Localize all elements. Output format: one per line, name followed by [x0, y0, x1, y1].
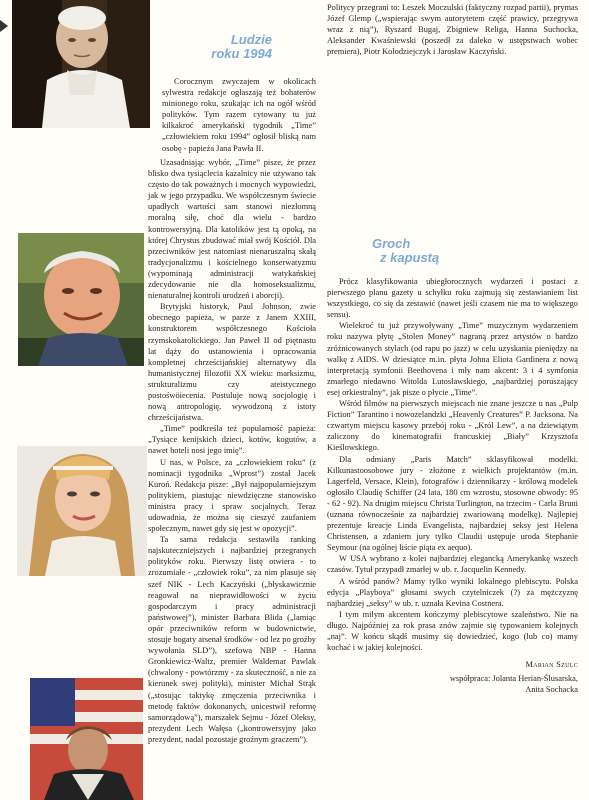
paragraph: W USA wybrano z kolei najbardziej elegancką Amerykankę wszech czasów. Tytuł przypadł zmarłej w ub. r. Jacquelin Kennedy. [327, 554, 578, 575]
paragraph: Wielekroć tu już przywoływany „Time” muzycznym wydarzeniem roku nazywa płytę „Stolen Money” nagraną przez artystów o bardzo zróżnicowanych stylach (od rapu po jazz) w celu uzyskania pieniędzy na walkę z AIDS. W dziesiątce m.in. płyta Johna Eliota Gardinera z nową interpretacją symfonii Beethovena i mły nam akcent: 3 i 4 symfonia zmarłego niedawno Witolda Lutosławskiego, „najbardziej poruszający esej orkiestralny”, jak pisze o płycie „Time”. [327, 321, 578, 397]
article-column-left [148, 157, 316, 745]
section-title-groch-z-kapusta [372, 237, 442, 265]
paragraph: Corocznym zwyczajem w okolicach sylwestra redakcje ogłaszają też bohaterów minionego roku, szukając ich na ogół wśród polityków. Tym razem cytowany tu już kilkakroć amerykański tygodnik „Time” „człowiekiem roku 1994” ogłosił bliską nam osobę - papieża Jana Pawła II. [162, 77, 316, 153]
article-column-left-top [162, 76, 316, 154]
article-column-right-section2 [327, 276, 578, 695]
photo-pope-john-paul-ii [12, 0, 150, 128]
paragraph: U nas, w Polsce, za „człowiekiem roku” (z nominacji tygodnika „Wprost”) został Jacek Kuroń. Redakcja pisze: „Był najpopularniejszym politykiem, piastując niewdzięczne stanowisko ministra pracy i spraw socjalnych. Teraz udowadnia, że można się cieszyć zaufaniem społecznym, nawet gdy się jest w opozycji”. [148, 457, 316, 534]
article-column-right [327, 2, 578, 57]
page-marker-arrow-icon [0, 20, 8, 32]
section-title-ludzie-roku [180, 33, 272, 61]
paragraph: Ta sama redakcja sestawiła ranking najskuteczniejszych i najbardziej przegranych polityków roku. Pierwszy listę otwiera - to zrozumiałe - „człowiek roku”, za nim plasuje się szef NIK - Lech Kaczyński („błyskawicznie reagował na nieprawidłowości w życiu gospodarczym i pracy administracji państwowej”), minister Barbara Blida („lamiąc opór przeciwników reform w budownictwie, stosuje bogaty arsenał środków - od lez po groźby wywołania SLD”), szefowa NBP - Hanna Gronkiewicz-Waltz, premier Waldemar Pawlak (chwalony - powtórzmy - za skuteczność, a nie za kierunek swej polityki), minister Michał Strąk („stosując taktykę zmęczenia przeciwnika i metodę faktów dokonanych, unicestwił reformę samorządową”), marszałek Sejmu - Józef Oleksy, prezydent Lech Wałęsa („kontrowersyjny jako prezydent, nadal pozostaje groźnym graczem”). [148, 535, 316, 744]
paragraph: Politycy przegrani to: Leszek Moczulski (faktyczny rozpad partii), prymas Józef Glemp („wspierając swym autorytetem część prawicy, przegrywa wraz z nią”), Ryszard Bugaj, Zbigniew Religa, Hanna Suchocka, Aleksander Kwaśniewski (poszedł za daleko w ustępstwach wobec premiera), Piotr Kołodziejczyk i Jarosław Kaczyński. [327, 3, 578, 57]
photo-paul-johnson [18, 233, 144, 366]
paragraph: „Time” podkreśla też popularność papieża: „Tysiące kenijskich dzieci, kotów, kogutów, a nawet hoteli nosi jego imię”. [148, 424, 316, 456]
paragraph: A wśród panów? Mamy tylko wyniki lokalnego plebiscytu. Polska edycja „Playboya” głosami swych czytelniczek (?) za mężczyznę najbardziej „seksy” w ub. r. uznała Kevina Costnera. [327, 576, 578, 608]
paragraph: Prócz klasyfikowania ubiegłorocznych wydarzeń i postaci z pierwszego planu gazety u schyłku roku zajmują się zestawianiem list wszystkiego, co się da zestawić (nawet jeśli czasem nie ma to większego sensu). [327, 277, 578, 320]
collaboration-line: współpraca: Jolanta Herian-Ślusarska, [449, 674, 578, 684]
paragraph: Uzasadniając wybór, „Time” pisze, że przez blisko dwa tysiąclecia kazalnicy nie używano tak często do tak poważnych i mocnych wypowiedzi, jak w jego przypadku. We współczesnym świecie upadłych wartości sam stanowi niezłomną moralną siłę, choć dla wielu - bardzo kontrowersyjną. Dla katolików jest tą opoką, na której Chrystus zbudować miał swój Kościół. Dla przeciwników jest natomiast nienaruszalną skałą tradycjonalizmu i kościelnego konserwatyzmu (wypominają administracji watykańskiej zdecydowanie nie dla homoseksualizmu, nienaturalnej kontroli urodzeń i aborcji). [148, 158, 316, 301]
author-name: Marian Szulc [525, 660, 578, 670]
section-title-line: z kapustą [380, 250, 440, 265]
collaboration-line: Anita Sochacka [525, 685, 578, 695]
paragraph: Wśród filmów na pierwszych miejscach nie znane jeszcze u nas „Pulp Fiction” Tarantino i nowozelandzki „Heavenly Creatures” P. Jacksona. Na czwartym miejscu kasowy przebój roku - „Król Lew”, a na dziewiątym zaliczony do kinematografii francuskiej „Biały” Krzysztofa Kieślowskiego. [327, 399, 578, 453]
author-signature [327, 659, 578, 670]
photo-kevin-costner [30, 678, 143, 800]
section-title-line: roku 1994 [211, 46, 272, 61]
section-title-line: Groch [372, 236, 411, 251]
section-title-line: Ludzie [230, 32, 272, 47]
paragraph: Dla odmiany „Paris Match” sklasyfikował modelki. Kilkunastoosobowe jury - złożone z wielkich projektantów (m.in. Lagerfeld, Versace, Klein), fotografów i dziennikarzy - królową modelek ogłosiło Claudię Schiffer (24 lata, 180 cm wzrostu, stosowne obwody: 95 - 62 - 92). Na drugim miejscu Christa Turlington, na trzecim - Carla Bruni (uznana równocześnie za najbardziej zwariowaną modelkę). Najlepiej prezentuje kreacje Linda Evangelista, najbardziej seksy jest Helena Christensen, a zdaniem jury tylko Claudii ustępuje uroda Stephanie Seymour (na ogólnej liście piąta ex aequo). [327, 454, 578, 553]
photo-claudia-schiffer [17, 446, 147, 576]
paragraph: I tym milym akcentem kończymy plebiscytowe szaleństwo. Nie na długo. Najpóźniej za rok prasa znów zajmie się typowaniem kolejnych „naj”. W końcu skądś musimy się dowiedzieć, kogo (lub co) mamy kochać i w jakiej kolejności. [327, 609, 578, 653]
paragraph: Brytyjski historyk, Paul Johnson, zwie obecnego papieża, w parze z Janem XXIII, konstruktorem współczesnego Kościoła rzymskokatolickiego. Jan Paweł II od piętnastu lat dąży do ustanowienia i opracowania kompletnej chrześcijańskiej alternatywy dla humanistycznej filozofii XX wieku: marksizmu, strukturalizmu czy ateistycznego postośwöiecenia. Postuluje nową socjologię i nową antropologię, wywodzoną z istoty chrześcijaństwa. [148, 302, 316, 423]
